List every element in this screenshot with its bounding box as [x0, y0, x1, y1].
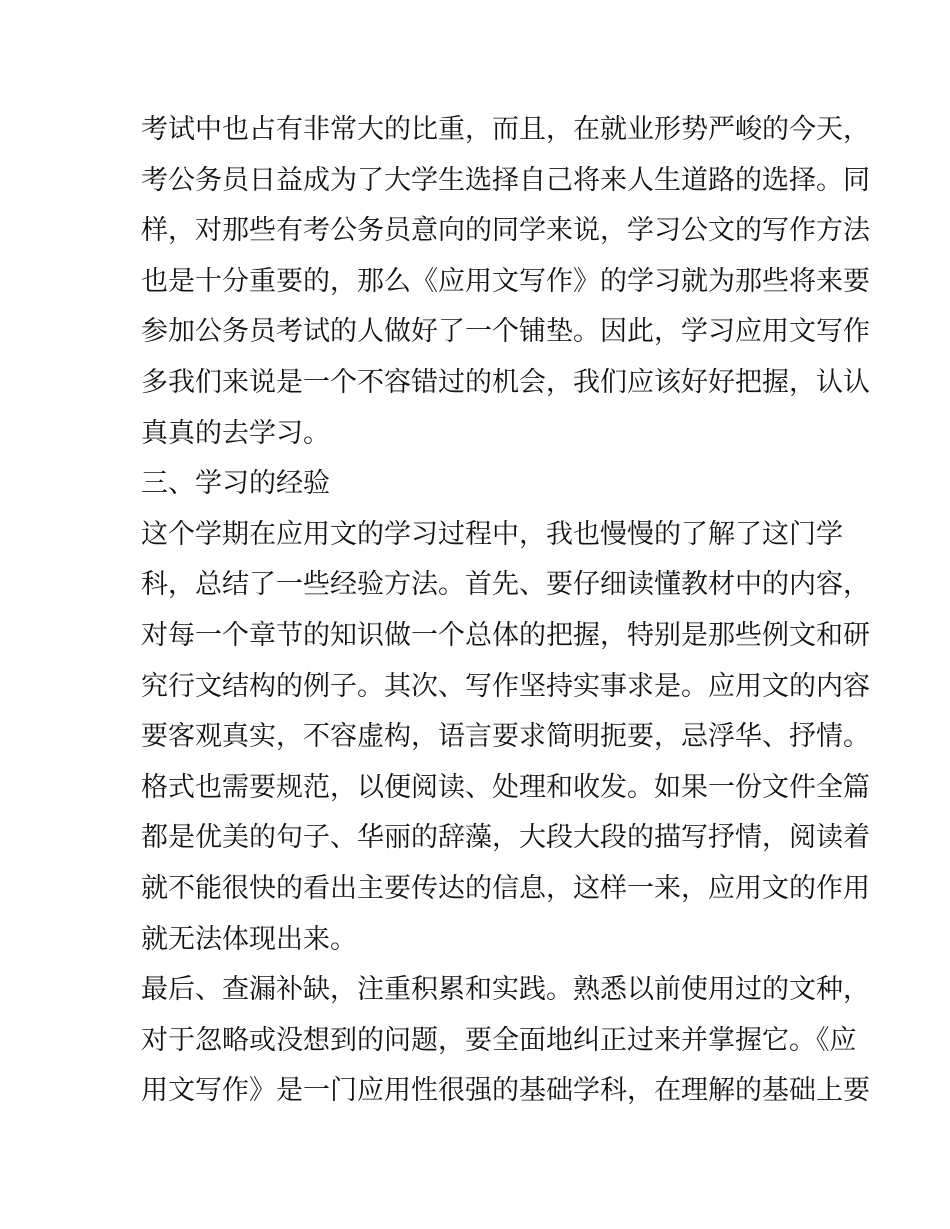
text-line: 多我们来说是一个不容错过的机会，我们应该好好把握，认认: [141, 366, 870, 398]
document-page: [141, 105, 870, 1117]
text-line: 也是十分重要的，那么《应用文写作》的学习就为那些将来要: [141, 265, 870, 297]
text-line: 参加公务员考试的人做好了一个铺垫。因此，学习应用文写作: [141, 316, 870, 348]
text-line: 真真的去学习。: [141, 417, 330, 449]
section-heading: 三、学习的经验: [141, 468, 330, 500]
text-line: 考公务员日益成为了大学生选择自己将来人生道路的选择。同: [141, 164, 870, 196]
text-line: 对每一个章节的知识做一个总体的把握，特别是那些例文和研: [141, 619, 870, 651]
text-line: 这个学期在应用文的学习过程中，我也慢慢的了解了这门学: [141, 518, 843, 550]
text-line: 最后、查漏补缺，注重积累和实践。熟悉以前使用过的文种，: [141, 974, 870, 1006]
text-line: 用文写作》是一门应用性很强的基础学科，在理解的基础上要: [141, 1075, 870, 1107]
text-line: 要客观真实，不容虚构，语言要求简明扼要，忌浮华、抒情。: [141, 721, 870, 753]
text-line: 究行文结构的例子。其次、写作坚持实事求是。应用文的内容: [141, 670, 870, 702]
text-line: 就不能很快的看出主要传达的信息，这样一来，应用文的作用: [141, 872, 870, 904]
text-line: 科，总结了一些经验方法。首先、要仔细读懂教材中的内容，: [141, 569, 870, 601]
text-line: 考试中也占有非常大的比重，而且，在就业形势严峻的今天，: [141, 114, 870, 145]
text-line: 就无法体现出来。: [141, 923, 357, 955]
text-line: 格式也需要规范，以便阅读、处理和收发。如果一份文件全篇: [141, 771, 870, 803]
text-line: 样，对那些有考公务员意向的同学来说，学习公文的写作方法: [141, 215, 870, 247]
text-line: 都是优美的句子、华丽的辞藻，大段大段的描写抒情，阅读着: [141, 822, 870, 854]
text-line: 对于忽略或没想到的问题，要全面地纠正过来并掌握它。《应: [141, 1024, 857, 1056]
